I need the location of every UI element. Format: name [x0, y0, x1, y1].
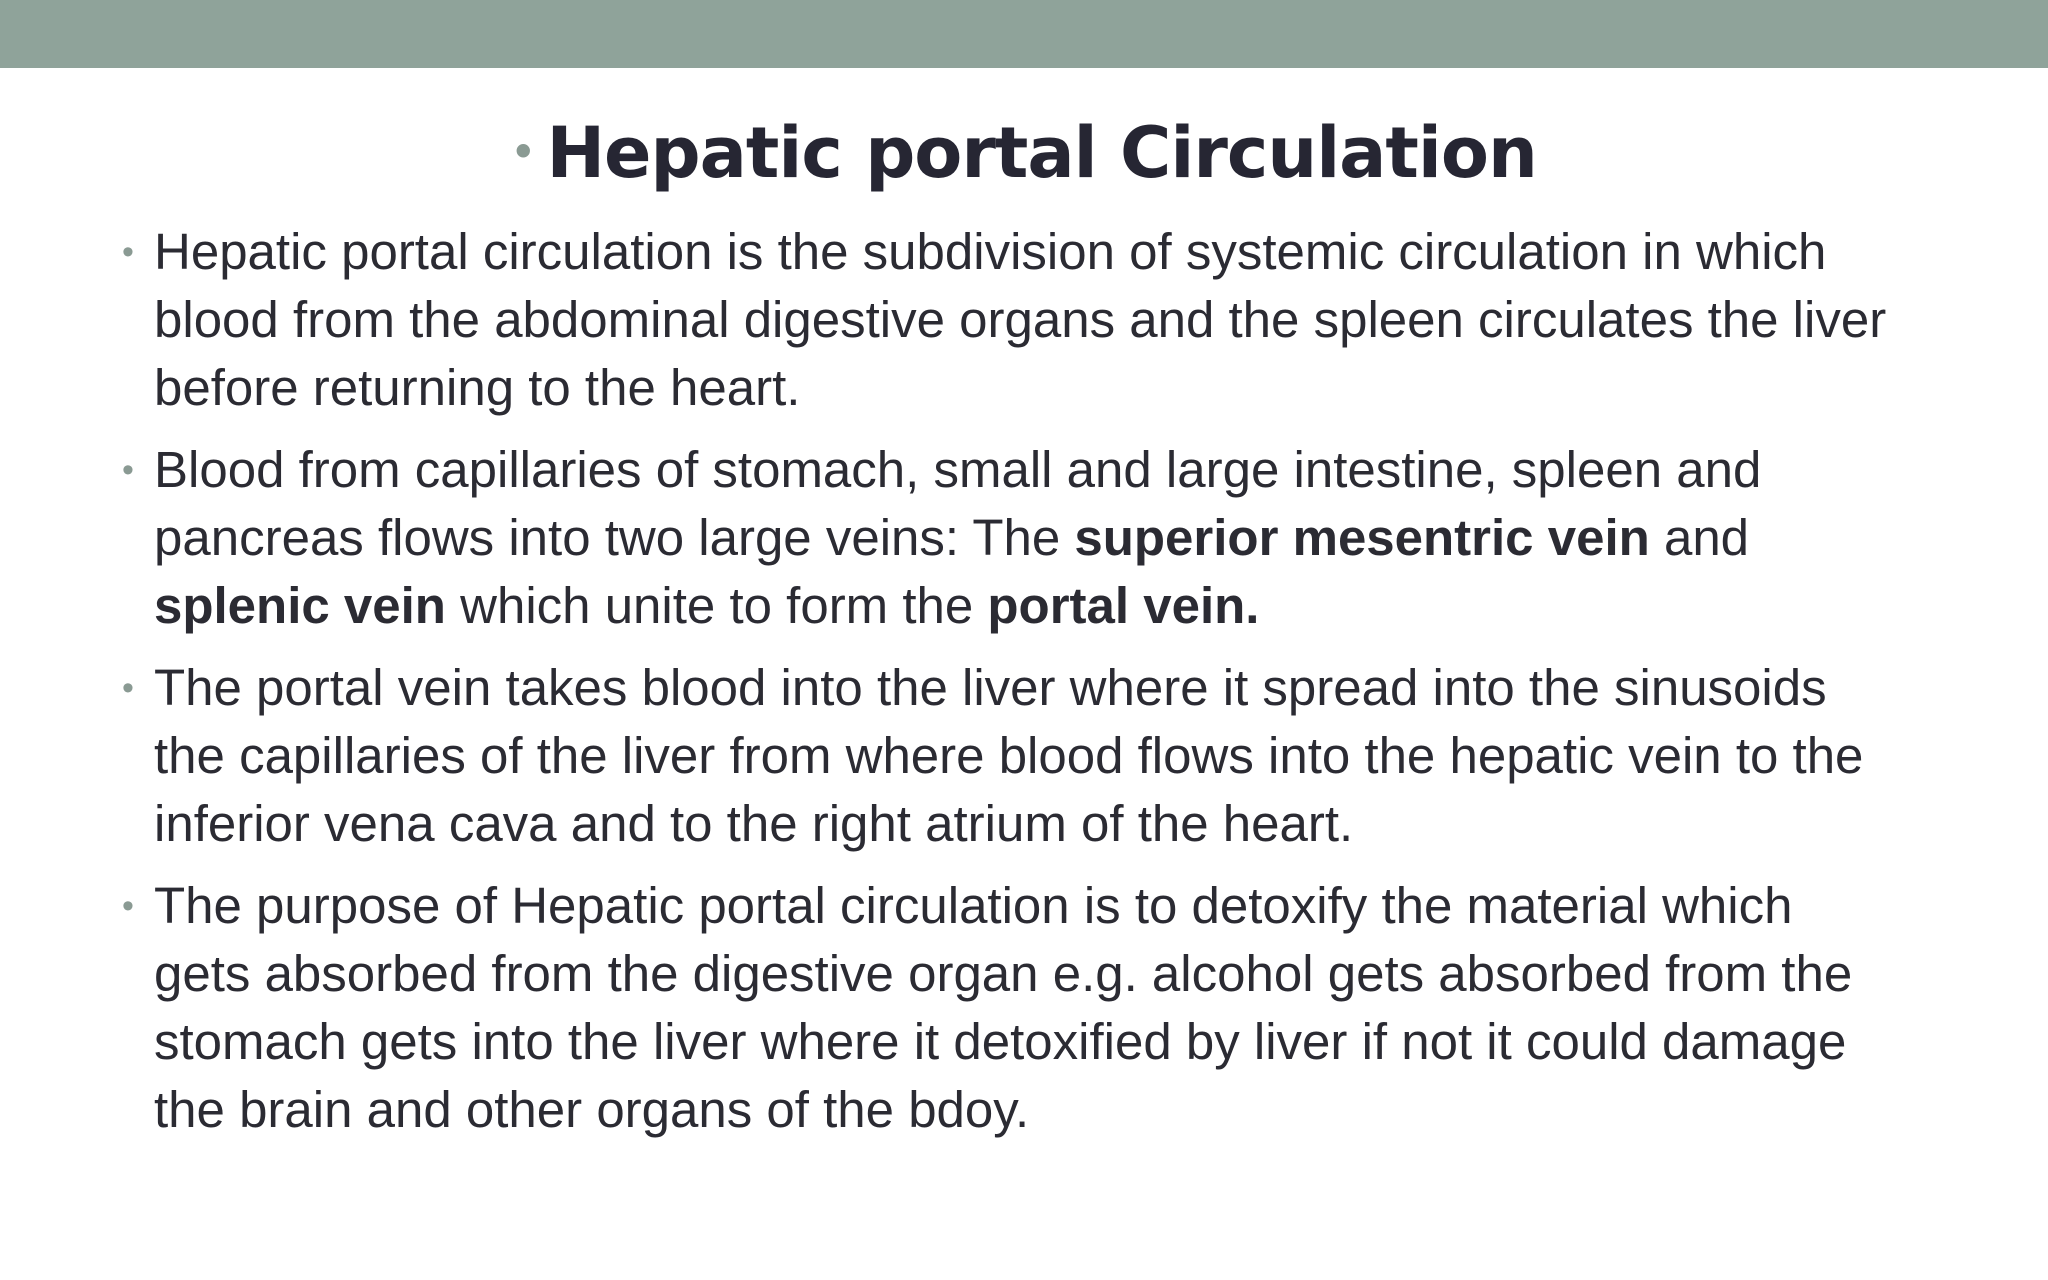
bullet-text: Blood from capillaries of stomach, small and large intestine, spleen and pancreas flows into two large veins: The	[154, 441, 1762, 566]
slide-title: Hepatic portal Circulation	[546, 112, 1537, 194]
bullet-icon: •	[122, 451, 134, 489]
top-accent-band	[0, 0, 2048, 68]
bullet-item	[122, 218, 1894, 422]
bullet-text: and	[1649, 509, 1750, 566]
bullet-item	[122, 654, 1894, 858]
bullet-text: Hepatic portal circulation is the subdivision of systemic circulation in which blood from the abdominal digestive organs and the spleen circulates the liver before returning to the heart.	[154, 223, 1887, 416]
bullet-text: The purpose of Hepatic portal circulation is to detoxify the material which gets absorbed from the digestive organ e.g. alcohol gets absorbed from the stomach gets into the liver where it detoxified by liver if not it could damage the brain and other organs of the bdoy.	[154, 877, 1853, 1138]
bullet-text: The portal vein takes blood into the liver where it spread into the sinusoids the capillaries of the liver from where blood flows into the hepatic vein to the inferior vena cava and to the right atrium of the heart.	[154, 659, 1864, 852]
bullet-icon: •	[122, 233, 134, 271]
bullet-item	[122, 872, 1894, 1144]
bullet-item	[122, 436, 1894, 640]
bold-term: superior mesentric vein	[1074, 509, 1650, 566]
bullet-list	[122, 218, 1894, 1158]
bullet-text: which unite to form the	[445, 577, 988, 634]
bullet-icon: •	[122, 669, 134, 707]
bullet-icon: •	[511, 129, 535, 174]
bold-term: portal vein.	[987, 577, 1260, 634]
slide-title-row	[0, 108, 2048, 203]
bold-term: splenic vein	[154, 577, 446, 634]
bullet-icon: •	[122, 887, 134, 925]
